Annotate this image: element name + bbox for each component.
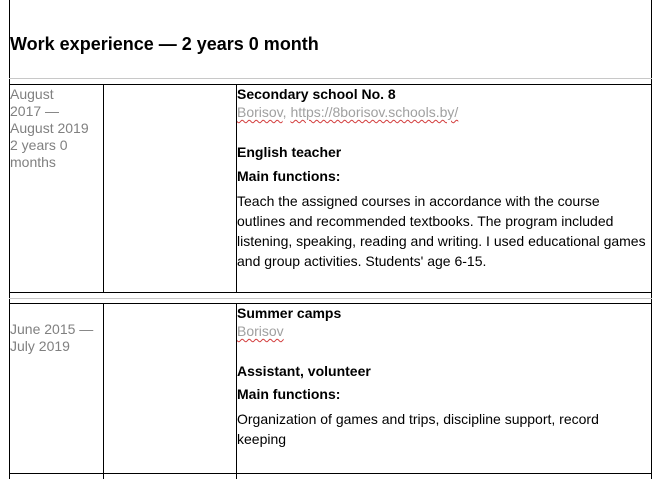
organization-location — [237, 322, 649, 340]
job-period — [10, 321, 102, 355]
position-title: Assistant, volunteer — [237, 363, 371, 379]
job-period — [10, 86, 102, 171]
city: Borisov — [237, 323, 284, 339]
organization-name: Secondary school No. 8 — [237, 86, 396, 102]
position-title: English teacher — [237, 144, 342, 160]
period-line: 2 years 0 — [10, 137, 68, 153]
section-title: Work experience — 2 years 0 month — [10, 34, 319, 54]
separator: , — [282, 104, 287, 120]
website-link[interactable]: https://8borisov.schools.by/ — [290, 104, 459, 120]
functions-label: Main functions: — [237, 386, 341, 402]
period-line: August — [10, 86, 54, 102]
column-divider — [103, 84, 104, 293]
organization-location — [237, 103, 649, 121]
table-bottom-border — [9, 473, 652, 474]
row-separator-light — [9, 298, 652, 299]
period-line: August 2019 — [10, 120, 89, 136]
job-details — [237, 85, 649, 271]
city: Borisov — [237, 104, 283, 120]
header-separator-light — [9, 78, 652, 79]
table-border-left — [9, 0, 10, 479]
period-line: 2017 — — [10, 103, 60, 119]
job-description: Organization of games and trips, discipline support, record keeping — [237, 411, 599, 447]
period-line: June 2015 — — [10, 321, 94, 337]
row-separator — [9, 292, 652, 293]
functions-label: Main functions: — [237, 168, 341, 184]
period-line: July 2019 — [10, 338, 70, 354]
column-divider — [103, 303, 104, 479]
job-details — [237, 304, 649, 449]
period-line: months — [10, 154, 56, 170]
table-border-right — [651, 0, 652, 479]
job-description: Teach the assigned courses in accordance with the course outlines and recommended textbooks. The program included listening, speaking, reading and writing. I used educational games and group activities. Students' age 6-15. — [237, 193, 646, 269]
organization-name: Summer camps — [237, 305, 342, 321]
